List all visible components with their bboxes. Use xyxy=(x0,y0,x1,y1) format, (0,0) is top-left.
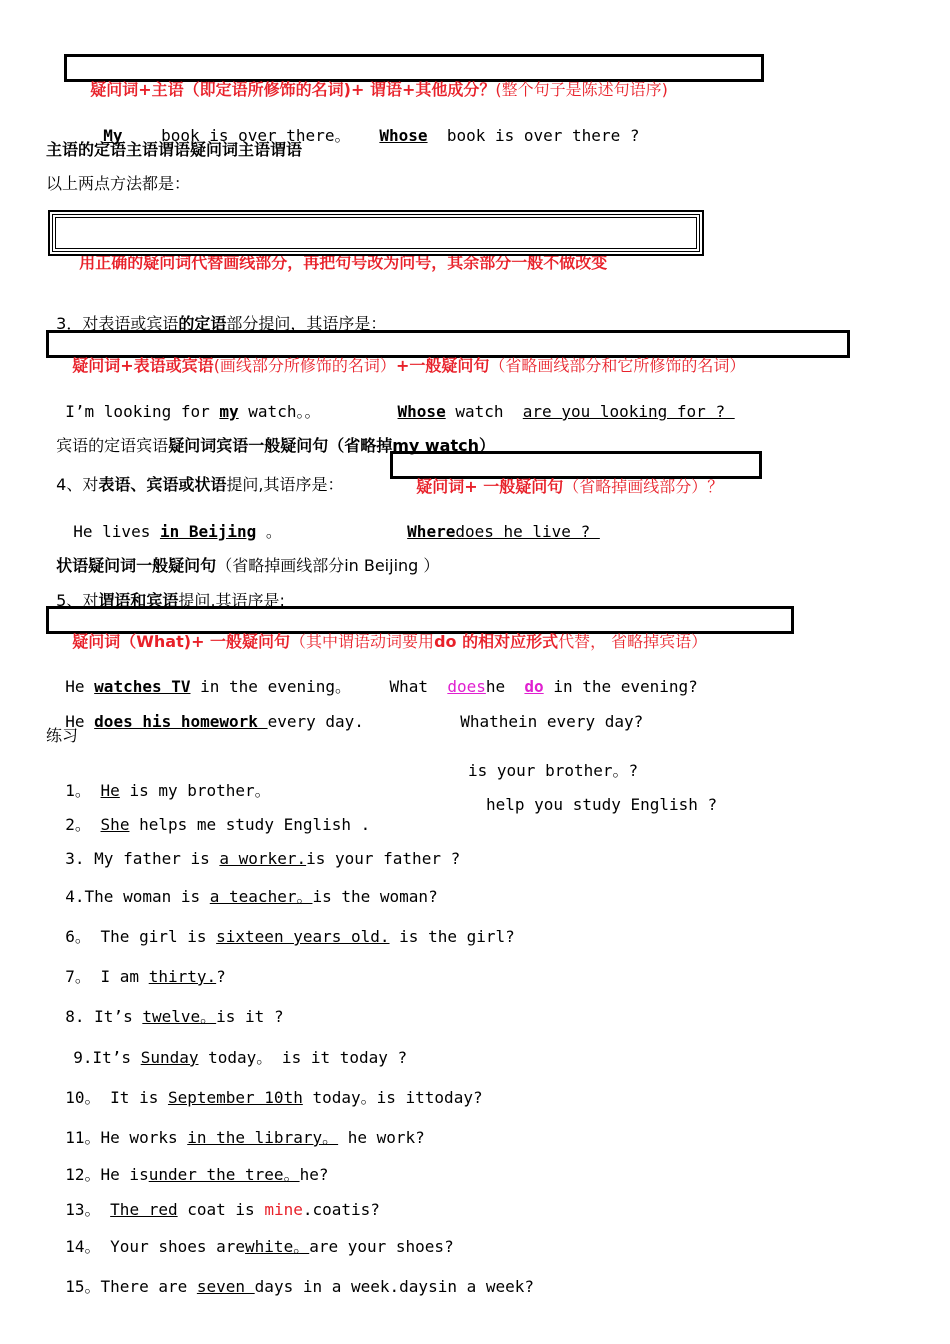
q1-a: 1。 xyxy=(65,781,101,800)
q10-u: September 10th xyxy=(167,1088,303,1107)
q13-c: .coatis? xyxy=(302,1200,380,1219)
practice-title: 练习 xyxy=(46,726,79,745)
ex1-statement: book is over there。 xyxy=(161,126,351,145)
q15-b: days in a week.daysin a week? xyxy=(254,1277,535,1296)
q13-u: The red xyxy=(110,1200,178,1219)
ex3-whose: Whose xyxy=(397,402,446,421)
question-8 xyxy=(46,987,284,1027)
p4-c: 提问,其语序是： xyxy=(226,475,344,494)
summary-line: 以上两点方法都是： xyxy=(46,174,191,193)
ex5a-h: in the evening? xyxy=(543,677,698,696)
ex4-where: Where xyxy=(407,522,456,541)
ex1-my: My xyxy=(103,126,123,145)
ex4-c: 。 xyxy=(256,522,282,541)
q2-a: 2。 xyxy=(65,815,101,834)
point4-heading xyxy=(46,455,343,495)
rule1-box xyxy=(64,54,764,99)
ex5b-d: Whathein every day? xyxy=(460,712,644,731)
q9-b: today。 is it today ? xyxy=(198,1048,408,1067)
q11-a: 11。He works xyxy=(65,1128,188,1147)
example1-note: 主语的定语主语谓语疑问词主语谓语 xyxy=(46,140,303,159)
q4-u: a teacher。 xyxy=(209,887,313,906)
question-1-answer: is your brother。? xyxy=(468,761,639,780)
q15-a: 15。There are xyxy=(65,1277,197,1296)
ex5b-homework: does his homework xyxy=(94,712,268,731)
ex5a-a: He xyxy=(65,677,95,696)
q11-b: he work? xyxy=(338,1128,425,1147)
question-13 xyxy=(46,1180,380,1220)
p5-b: 谓语和宾语 xyxy=(98,591,179,610)
ex3-c: watch。。 xyxy=(238,402,321,421)
ex4-e: does he live ? xyxy=(455,522,600,541)
rule3-b: (画线部分所修饰的名词） xyxy=(213,356,396,375)
point5-heading xyxy=(46,571,285,611)
q3-b: is your father ? xyxy=(306,849,461,868)
q6-u: sixteen years old. xyxy=(216,927,390,946)
question-10 xyxy=(46,1068,483,1108)
rule1-note: (整个句子是陈述句语序) xyxy=(495,80,668,99)
q10-a: 10。 It is xyxy=(65,1088,168,1107)
q2-u: She xyxy=(100,815,130,834)
rule5-d: 代替， 省略掉宾语） xyxy=(558,632,708,651)
question-4 xyxy=(46,867,438,907)
example3-note xyxy=(46,416,495,456)
q1-u: He xyxy=(100,781,120,800)
p3-pre: 3．对表语或宾语 xyxy=(56,314,179,333)
q12-u: under the tree。 xyxy=(148,1165,300,1184)
p4-a: 4、对 xyxy=(56,475,99,494)
rule4-a: 疑问词+ 一般疑问句 xyxy=(416,477,564,496)
q4-a: 4.The woman is xyxy=(65,887,210,906)
general-rule-box xyxy=(52,214,700,272)
p4-b: 表语、宾语或状语 xyxy=(98,475,227,494)
p5-c: 提问,其语序是: xyxy=(178,591,285,610)
rule3-c: +一般疑问句 xyxy=(395,356,490,375)
ex4-a: He lives xyxy=(73,522,160,541)
q12-a: 12。He is xyxy=(65,1165,149,1184)
q8-b: is it ? xyxy=(216,1007,284,1026)
question-9 xyxy=(54,1028,407,1068)
q14-b: are your shoes? xyxy=(309,1237,454,1256)
q10-b: today。is ittoday? xyxy=(302,1088,483,1107)
q14-u: white。 xyxy=(245,1237,310,1256)
q8-u: twelve。 xyxy=(142,1007,217,1026)
q11-u: in the library。 xyxy=(187,1128,339,1147)
ex4-in-beijing: in Beijing xyxy=(159,522,257,541)
question-2-answer: help you study English ? xyxy=(486,795,718,814)
ex5a-c: in the evening。 xyxy=(190,677,351,696)
q13-mine: mine xyxy=(264,1200,303,1219)
example4-note xyxy=(46,536,439,576)
ex3-note-a: 宾语的定语宾语 xyxy=(56,436,169,455)
q14-a: 14。 Your shoes are xyxy=(65,1237,246,1256)
p3-post: 部分提问，其语序是： xyxy=(226,314,387,333)
rule5-c: do 的相对应形式 xyxy=(434,632,559,651)
question-3 xyxy=(46,829,460,869)
q7-b: ? xyxy=(216,967,226,986)
q7-a: 7。 I am xyxy=(65,967,149,986)
ex5b-c: every day. xyxy=(267,712,364,731)
ex5b-a: He xyxy=(65,712,95,731)
ex4-note-a: 状语疑问词一般疑问句 xyxy=(56,556,217,575)
ex5a-do: do xyxy=(524,677,544,696)
ex5a-what: What xyxy=(389,677,438,696)
ex4-note-b: （省略掉画线部分in Beijing ） xyxy=(216,556,440,575)
ex5a-watches-tv: watches TV xyxy=(94,677,191,696)
question-11 xyxy=(46,1108,425,1148)
q6-b: is the girl? xyxy=(389,927,515,946)
q3-u: a worker. xyxy=(219,849,307,868)
q13-a: 13。 xyxy=(65,1200,111,1219)
q6-a: 6。 The girl is xyxy=(65,927,217,946)
ex5a-does: does xyxy=(447,677,486,696)
ex1-question: book is over there ? xyxy=(446,126,640,145)
question-14 xyxy=(46,1217,454,1257)
ex5a-he: he xyxy=(485,677,515,696)
question-15 xyxy=(46,1257,534,1297)
rule4-b: （省略掉画线部分）？ xyxy=(563,477,724,496)
q2-b: helps me study English . xyxy=(129,815,371,834)
ex3-my: my xyxy=(219,402,239,421)
q4-b: is the woman? xyxy=(312,887,438,906)
ex3-f: are you looking for ? xyxy=(522,402,735,421)
general-rule-text: 用正确的疑问词代替画线部分，再把句号改为问号，其余部分一般不做改变 xyxy=(79,253,608,272)
q9-u: Sunday xyxy=(140,1048,199,1067)
rule5-b: （其中谓语动词要用 xyxy=(290,632,435,651)
q13-b: coat is xyxy=(177,1200,265,1219)
rule3-d: （省略画线部分和它所修饰的名词） xyxy=(489,356,746,375)
question-12 xyxy=(46,1145,328,1185)
rule5-a: 疑问词（What)+ 一般疑问句 xyxy=(72,632,291,651)
question-6 xyxy=(46,907,515,947)
q7-u: thirty. xyxy=(148,967,217,986)
ex3-e: watch xyxy=(445,402,514,421)
ex3-a: I’m looking for xyxy=(65,402,220,421)
rule3-a: 疑问词+表语或宾语 xyxy=(72,356,214,375)
rule1-formula: 疑问词+主语（即定语所修饰的名词)+ 谓语+其他成分？ xyxy=(90,80,496,99)
q3-a: 3. My father is xyxy=(65,849,220,868)
q8-a: 8. It’s xyxy=(65,1007,143,1026)
q1-b: is my brother。 xyxy=(119,781,271,800)
p3-bold: 的定语 xyxy=(178,314,227,333)
example5b xyxy=(46,692,643,732)
q15-u: seven xyxy=(196,1277,255,1296)
example5a xyxy=(46,657,698,697)
ex3-note-b: 疑问词宾语一般疑问句（省略掉my watch） xyxy=(168,436,495,455)
p5-a: 5、对 xyxy=(56,591,99,610)
rule5-box xyxy=(46,606,794,651)
ex1-whose: Whose xyxy=(379,126,428,145)
rule4-box xyxy=(390,451,762,496)
question-7 xyxy=(46,947,226,987)
q9-a: 9.It’s xyxy=(73,1048,141,1067)
point3-heading xyxy=(46,294,386,334)
q12-b: he? xyxy=(299,1165,329,1184)
rule3-box xyxy=(46,330,850,375)
